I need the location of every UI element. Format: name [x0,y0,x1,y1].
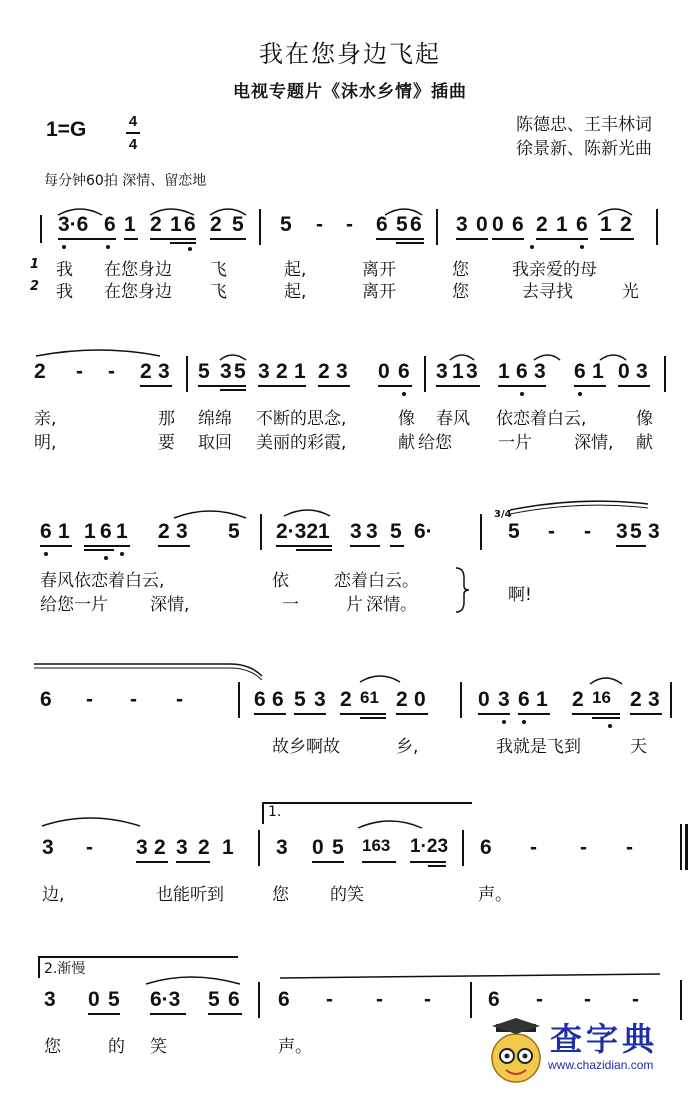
beam [220,389,246,391]
beam [492,238,524,240]
note: 1·23 [410,836,449,857]
score-system-2 [0,348,700,453]
note: - [584,520,591,543]
note: - [346,213,353,236]
lyric: 在您身边 [104,260,172,280]
note: 1 [222,836,234,859]
note: 0 [414,688,426,711]
note: 3·6 [58,213,89,236]
note: 0 [492,213,504,236]
lyric: 春风依恋着白云, [40,571,165,591]
note: 6 [376,213,388,236]
note: 5 [108,988,120,1011]
beam [592,717,620,719]
lyric: 依恋着白云, [496,409,587,429]
note: 6 [104,213,116,236]
barline [260,514,262,550]
verse-number: 2 [30,279,40,294]
lyric: 献 [398,433,415,453]
barline [460,682,462,718]
beam [170,242,196,244]
lyric: 像 [398,409,415,429]
note: 2 [630,688,642,711]
note: 5 [508,520,520,543]
note: 3 [44,988,56,1011]
beam [140,385,172,387]
note: 2 [318,360,330,383]
lower-octave-dot [530,245,534,249]
lyric-brace [452,566,472,614]
beam [360,717,386,719]
note: 6 [488,988,500,1011]
beam [150,1013,186,1015]
note: 1 [452,360,464,383]
time-signature-bottom: 4 [128,136,138,153]
lyric: 天 [630,737,647,757]
lyric: 您 [452,260,469,280]
tempo-marking: 每分钟60拍 深情、留恋地 [44,173,207,189]
time-signature-bar [126,132,140,134]
composer-credit: 徐景新、陈新光曲 [516,139,652,159]
note: - [530,836,537,859]
note: - [626,836,633,859]
lyric: 深情。 [366,595,417,615]
beam [318,385,350,387]
note: 6 [184,213,196,236]
note: 0 [378,360,390,383]
note: 3 [648,520,660,543]
note: 1 [498,360,510,383]
note: 6 [576,213,588,236]
barline [258,830,260,866]
note: 0 [618,360,630,383]
note: 2 [150,213,162,236]
note: 3 [456,213,468,236]
note: 3 [176,836,188,859]
beam [40,545,72,547]
time-change [494,510,512,520]
lower-octave-dot [44,552,48,556]
ending-2-label: 2.渐慢 [44,961,86,977]
note: 5 [630,520,642,543]
mascot-icon [488,1018,544,1088]
note: 3 [436,360,448,383]
note: 2 [396,688,408,711]
barline [462,830,464,866]
note: 2 [536,213,548,236]
lyric-ah: 啊! [508,585,532,605]
song-title: 我在您身边飞起 [259,40,441,68]
note: 6 [398,360,410,383]
note: 6 [100,520,112,543]
note: 2 [34,360,46,383]
note: 3 [276,836,288,859]
lyric: 光 [622,282,639,302]
beam [498,385,546,387]
lyric: 深情, [150,595,190,615]
note: 3 [136,836,148,859]
note: 16 [592,688,611,707]
note: 2 [210,213,222,236]
score-system-3 [0,500,700,615]
note: - [326,988,333,1011]
note: 6·3 [150,988,181,1011]
note: 3 [350,520,362,543]
lyric: 的 [108,1037,125,1057]
beam [600,238,634,240]
note: 2 [340,688,352,711]
beam [536,238,588,240]
lyric: 故乡啊故 [272,737,340,757]
beam [210,238,246,240]
note: 1 [116,520,128,543]
note: 2 [158,520,170,543]
note: 6 [272,688,284,711]
lyric: 给您 [418,433,452,453]
beam [410,861,446,863]
lower-octave-dot [608,724,612,728]
beam [258,385,306,387]
watermark-brand: 查字典 [550,1020,659,1058]
lyric: 恋着白云。 [334,571,419,591]
repeat-end-barline [680,824,682,870]
note: 1 [294,360,306,383]
barline [424,356,426,392]
lyric: 要 [158,433,175,453]
note: 2·321 [276,520,330,543]
lyric: 春风 [436,409,470,429]
beam [630,713,662,715]
lyric: 起, [284,282,307,302]
note: 2 [572,688,584,711]
note: 6 [40,520,52,543]
note: 163 [362,836,391,855]
note: 3 [42,836,54,859]
beam [396,713,428,715]
time-change-text: 3/4 [494,509,512,520]
beam [294,713,326,715]
note: 0 [312,836,324,859]
lyric: 献 [636,433,653,453]
lyric: 亲, [34,409,57,429]
lyric: 不断的思念, [256,409,347,429]
lower-octave-dot [106,245,110,249]
note: 1 [124,213,136,236]
slur-marks [0,800,700,848]
verse-number: 1 [30,257,40,272]
beam [574,385,606,387]
note: 6 [40,688,52,711]
barline [656,209,658,245]
note: 3 [534,360,546,383]
note: 0 [478,688,490,711]
lyric: 声。 [478,885,512,905]
lyric: 也能听到 [156,885,224,905]
note: 3 [616,520,628,543]
score-system-1 [0,205,700,300]
lyric: 我亲爱的母 [512,260,597,280]
lyric: 我 [56,282,73,302]
lower-octave-dot [120,552,124,556]
lyric: 您 [272,885,289,905]
lyric: 边, [42,885,65,905]
lyric: 笑 [150,1037,167,1057]
barline [664,356,666,392]
score-system-4 [0,658,700,758]
lower-octave-dot [62,245,66,249]
note: - [424,988,431,1011]
lyric: 我 [56,260,73,280]
note: 1 [84,520,96,543]
note: 5 [208,988,220,1011]
note: 5 [234,360,246,383]
note: 5 [396,213,408,236]
barline [670,682,672,718]
lyric: 离开 [362,260,396,280]
note: 1 [536,688,548,711]
beam [124,238,138,240]
note: 1 [600,213,612,236]
note: 3 [366,520,378,543]
lower-octave-dot [520,392,524,396]
left-bracket [40,215,42,243]
lower-octave-dot [104,556,108,560]
lyric: 一 [282,595,299,615]
lyric: 片 [346,595,363,615]
note: 1 [592,360,604,383]
lower-octave-dot [402,392,406,396]
barline [186,356,188,392]
beam [350,545,380,547]
note: 5 [294,688,306,711]
beam [572,713,620,715]
beam [376,238,424,240]
score-system-5 [0,800,700,905]
beam [390,545,404,547]
beam [428,865,446,867]
barline [480,514,482,550]
lyric: 一片 [498,433,532,453]
note: - [316,213,323,236]
note: 5 [232,213,244,236]
note: 2 [154,836,166,859]
note: 1 [58,520,70,543]
note: - [536,988,543,1011]
lyric: 乡, [396,737,419,757]
time-signature-top: 4 [128,113,138,130]
note: 6 [228,988,240,1011]
note: 1 [556,213,568,236]
lyric: 依 [272,571,289,591]
lyric: 我就是飞到 [496,737,581,757]
lower-octave-dot [578,392,582,396]
note: - [86,688,93,711]
note: 3 [158,360,170,383]
note: - [176,688,183,711]
note: 5 [228,520,240,543]
note: 3 [498,688,510,711]
note: 3 [258,360,270,383]
lyric: 起, [284,260,307,280]
note: - [376,988,383,1011]
beam [84,545,130,547]
note: 1 [170,213,182,236]
lyric: 离开 [362,282,396,302]
note: 6 [518,688,530,711]
barline [436,209,438,245]
note: 3 [176,520,188,543]
note: 2 [140,360,152,383]
beam [136,861,168,863]
note: 6· [414,520,433,543]
note: 5 [332,836,344,859]
song-subtitle: 电视专题片《沫水乡情》插曲 [233,82,467,102]
note: - [76,360,83,383]
ending-1-label: 1. [268,804,282,820]
lyric: 在您身边 [104,282,172,302]
beam [150,238,196,240]
beam [198,385,246,387]
lyric: 深情, [574,433,614,453]
lyric: 去寻找 [522,282,573,302]
slur-marks [0,952,700,1000]
beam [254,713,286,715]
lyric: 美丽的彩霞, [256,433,347,453]
note: 2 [276,360,288,383]
beam [478,713,510,715]
lyric: 取回 [198,433,232,453]
note: 0 [476,213,488,236]
lyricist-credit: 陈德忠、王丰林词 [516,115,652,135]
note: 6 [512,213,524,236]
lyric: 像 [636,409,653,429]
note: 6 [480,836,492,859]
beam [58,238,116,240]
note: 2 [198,836,210,859]
note: 5 [280,213,292,236]
beam [436,385,480,387]
watermark [488,1012,694,1092]
note: 6 [574,360,586,383]
note: - [548,520,555,543]
repeat-end-barline-thick [685,824,688,870]
watermark-url: www.chazidian.com [548,1058,654,1072]
beam [456,238,488,240]
note: 0 [88,988,100,1011]
note: 3 [220,360,232,383]
beam [296,549,332,551]
note: 6 [278,988,290,1011]
note: 3 [466,360,478,383]
barline [258,982,260,1018]
lower-octave-dot [502,720,506,724]
note: - [130,688,137,711]
note: - [86,836,93,859]
lyric: 那 [158,409,175,429]
lyric: 飞 [210,282,227,302]
note: 5 [390,520,402,543]
note: 6 [254,688,266,711]
note: 3 [314,688,326,711]
key-signature: 1=G [46,118,87,141]
lyric: 的笑 [330,885,364,905]
lyric: 声。 [278,1037,312,1057]
beam [312,861,344,863]
beam [208,1013,242,1015]
beam [276,545,332,547]
beam [362,861,396,863]
lyric: 绵绵 [198,409,232,429]
beam [616,545,646,547]
note: 3 [648,688,660,711]
barline [470,982,472,1018]
note: 2 [620,213,632,236]
lyric: 您 [452,282,469,302]
note: - [580,836,587,859]
note: 3 [636,360,648,383]
note: 61 [360,688,379,707]
lyric: 飞 [210,260,227,280]
beam [396,242,424,244]
lyric: 明, [34,433,57,453]
note: - [108,360,115,383]
lyric: 给您一片 [40,595,108,615]
lower-octave-dot [580,245,584,249]
lower-octave-dot [522,720,526,724]
beam [378,385,412,387]
note: - [632,988,639,1011]
note: - [584,988,591,1011]
barline [238,682,240,718]
note: 6 [516,360,528,383]
beam [158,545,190,547]
lower-octave-dot [188,247,192,251]
beam [618,385,650,387]
beam [88,1013,120,1015]
beam [518,713,550,715]
beam [176,861,210,863]
note: 3 [336,360,348,383]
time-signature [126,112,140,154]
note: 6 [410,213,422,236]
beam [84,549,114,551]
lyric: 您 [44,1037,61,1057]
beam [340,713,386,715]
barline [259,209,261,245]
note: 5 [198,360,210,383]
